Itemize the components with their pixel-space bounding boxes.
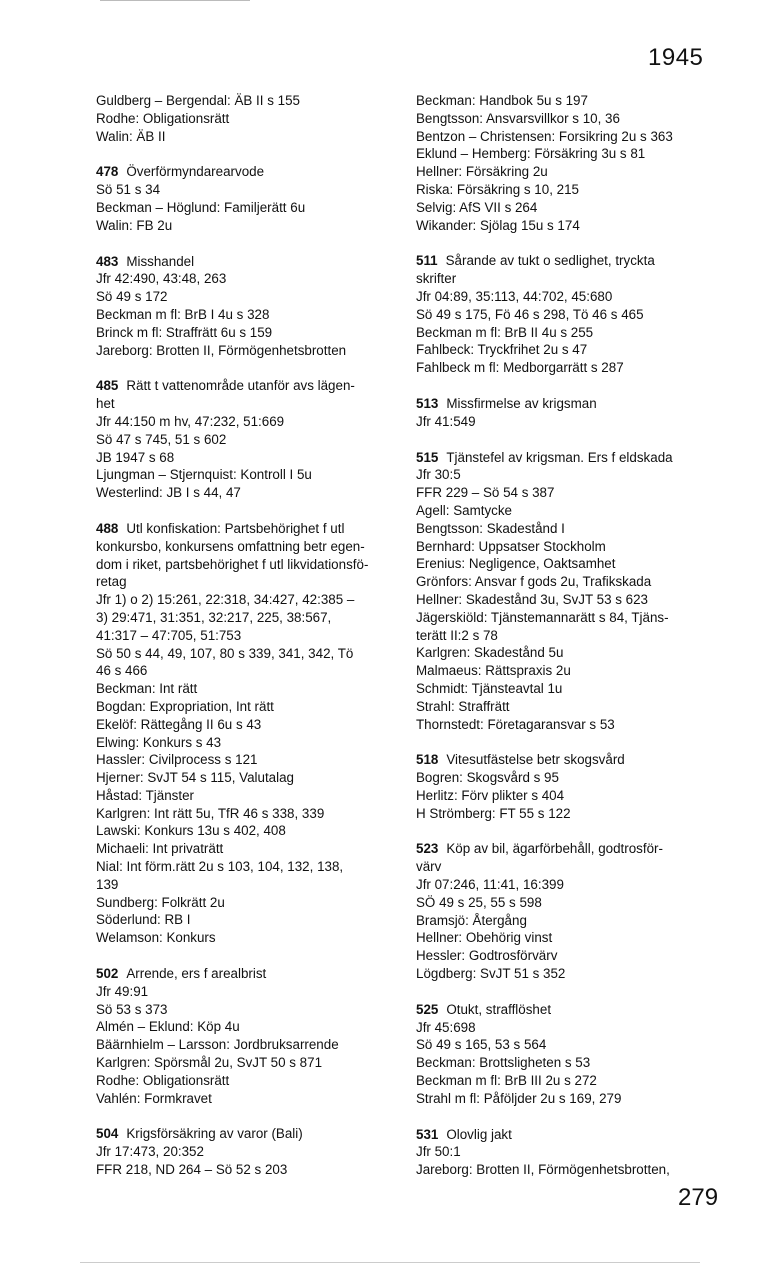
reference-line: 46 s 466 (96, 663, 148, 679)
reference-line: Bäärnhielm – Larsson: Jordbruksarrende (96, 1037, 339, 1053)
reference-line: Jfr 44:150 m hv, 47:232, 51:669 (96, 413, 285, 429)
entry-heading (416, 1126, 722, 1144)
entry-heading (96, 965, 396, 983)
index-entry (416, 840, 722, 982)
reference-line: Beckman: Brottsligheten s 53 (416, 1055, 591, 1071)
entry-number: 531 (416, 1126, 439, 1142)
entry-title: Arrende, ers f arealbrist (126, 966, 267, 982)
reference-line: het (96, 396, 115, 412)
reference-line: Jfr 17:473, 20:352 (96, 1144, 204, 1160)
reference-line: Bentzon – Christensen: Forsikring 2u s 363 (416, 128, 673, 144)
entry-title: Sårande av tukt o sedlighet, tryckta (445, 253, 655, 269)
left-column (96, 92, 396, 1197)
bottom-rule (80, 1262, 700, 1263)
reference-line: Grönfors: Ansvar f gods 2u, Trafikskada (416, 574, 652, 590)
index-entry (96, 377, 396, 502)
reference-line: Jareborg: Brotten II, Förmögenhetsbrotten, (416, 1162, 670, 1178)
entry-title: Krigsförsäkring av varor (Bali) (126, 1126, 303, 1142)
reference-line: Rodhe: Obligationsrätt (96, 110, 230, 126)
reference-line: Fahlbeck m fl: Medborgarrätt s 287 (416, 360, 624, 376)
reference-line: Jfr 49:91 (96, 983, 149, 999)
reference-line: skrifter (416, 271, 457, 287)
index-entry (416, 1001, 722, 1108)
reference-line: Beckman m fl: BrB II 4u s 255 (416, 324, 594, 340)
entry-number: 485 (96, 378, 119, 394)
reference-line: Karlgren: Spörsmål 2u, SvJT 50 s 871 (96, 1055, 323, 1071)
entry-heading (416, 751, 722, 769)
index-entry (416, 92, 722, 234)
top-rule (100, 0, 250, 1)
reference-line: 139 (96, 876, 119, 892)
reference-line: Riska: Försäkring s 10, 215 (416, 181, 579, 197)
entry-title: Köp av bil, ägarförbehåll, godtrosför- (446, 841, 663, 857)
right-column (416, 92, 722, 1197)
reference-line: Westerlind: JB I s 44, 47 (96, 485, 241, 501)
entry-heading (96, 163, 396, 181)
reference-line: Vahlén: Formkravet (96, 1090, 212, 1106)
reference-line: JB 1947 s 68 (96, 449, 175, 465)
reference-line: terätt II:2 s 78 (416, 627, 498, 643)
reference-line: Lawski: Konkurs 13u s 402, 408 (96, 823, 286, 839)
reference-line: Jfr 41:549 (416, 413, 476, 429)
page-year-header: 1945 (648, 44, 704, 71)
entry-title: Vitesutfästelse betr skogsvård (446, 752, 625, 768)
entry-title: Rätt t vattenområde utanför avs lägen- (126, 378, 355, 394)
entry-number: 518 (416, 752, 439, 768)
entry-heading (416, 1001, 722, 1019)
reference-line: dom i riket, partsbehörighet f utl likvidationsfö- (96, 556, 369, 572)
reference-line: H Strömberg: FT 55 s 122 (416, 805, 571, 821)
entry-number: 515 (416, 449, 439, 465)
reference-line: Bernhard: Uppsatser Stockholm (416, 538, 606, 554)
reference-line: Bengtsson: Skadestånd I (416, 520, 565, 536)
reference-line: Söderlund: RB I (96, 912, 191, 928)
reference-line: Michaeli: Int privaträtt (96, 841, 224, 857)
reference-line: Sö 51 s 34 (96, 182, 161, 198)
index-entry (96, 520, 396, 947)
reference-line: Beckman – Höglund: Familjerätt 6u (96, 199, 306, 215)
entry-number: 504 (96, 1126, 119, 1142)
reference-line: Sö 53 s 373 (96, 1001, 168, 1017)
entry-heading (96, 1125, 396, 1143)
reference-line: Hellner: Skadestånd 3u, SvJT 53 s 623 (416, 591, 648, 607)
reference-line: Jägerskiöld: Tjänstemannarätt s 84, Tjäns- (416, 609, 669, 625)
reference-line: Selvig: AfS VII s 264 (416, 199, 538, 215)
entry-title: Misshandel (126, 253, 195, 269)
entry-heading (96, 253, 396, 271)
reference-line: Jfr 42:490, 43:48, 263 (96, 271, 227, 287)
index-entry (416, 751, 722, 822)
reference-line: retag (96, 574, 127, 590)
index-entry (96, 965, 396, 1107)
entry-number: 523 (416, 841, 439, 857)
entry-heading (96, 377, 396, 395)
reference-line: Beckman: Handbok 5u s 197 (416, 93, 588, 108)
reference-line: Jfr 30:5 (416, 467, 461, 483)
reference-line: Karlgren: Int rätt 5u, TfR 46 s 338, 339 (96, 805, 325, 821)
entry-heading (416, 840, 722, 858)
entry-number: 502 (96, 966, 119, 982)
reference-line: Herlitz: Förv plikter s 404 (416, 787, 565, 803)
reference-line: Welamson: Konkurs (96, 930, 216, 946)
reference-line: Agell: Samtycke (416, 502, 513, 518)
entry-title: Tjänstefel av krigsman. Ers f eldskada (446, 449, 673, 465)
entry-title: Överförmyndarearvode (126, 164, 265, 180)
reference-line: Jfr 1) o 2) 15:261, 22:318, 34:427, 42:385 – (96, 592, 355, 608)
reference-line: 3) 29:471, 31:351, 32:217, 225, 38:567, (96, 609, 332, 625)
index-entry (416, 449, 722, 734)
reference-line: Thornstedt: Företagaransvar s 53 (416, 716, 615, 732)
index-entry (96, 1125, 396, 1178)
reference-line: Jfr 07:246, 11:41, 16:399 (416, 877, 564, 893)
entry-number: 511 (416, 253, 438, 269)
entry-number: 478 (96, 164, 119, 180)
entry-heading (416, 252, 722, 270)
page-number: 279 (678, 1184, 719, 1211)
entry-title: Otukt, strafflöshet (446, 1001, 552, 1017)
reference-line: 41:317 – 47:705, 51:753 (96, 627, 242, 643)
reference-line: Walin: ÄB II (96, 128, 166, 144)
reference-line: Jfr 50:1 (416, 1144, 461, 1160)
reference-line: Sö 50 s 44, 49, 107, 80 s 339, 341, 342, Tö (96, 645, 354, 661)
reference-line: Karlgren: Skadestånd 5u (416, 645, 564, 661)
reference-line: Hellner: Obehörig vinst (416, 930, 553, 946)
entry-heading (416, 449, 722, 467)
entry-title: Olovlig jakt (446, 1126, 512, 1142)
entry-number: 488 (96, 520, 119, 536)
reference-line: Sö 49 s 175, Fö 46 s 298, Tö 46 s 465 (416, 306, 644, 322)
reference-line: Lögdberg: SvJT 51 s 352 (416, 966, 566, 982)
reference-line: Beckman: Int rätt (96, 681, 198, 697)
entry-title: Utl konfiskation: Partsbehörighet f utl (126, 520, 345, 536)
reference-line: Brinck m fl: Straffrätt 6u s 159 (96, 324, 273, 340)
reference-line: Beckman m fl: BrB I 4u s 328 (96, 306, 270, 322)
reference-line: Almén – Eklund: Köp 4u (96, 1019, 240, 1035)
reference-line: Strahl: Straffrätt (416, 698, 510, 714)
reference-line: Malmaeus: Rättspraxis 2u (416, 663, 571, 679)
index-entry (416, 252, 722, 377)
reference-line: Erenius: Negligence, Oaktsamhet (416, 556, 616, 572)
entry-heading (96, 520, 396, 538)
reference-line: Bengtsson: Ansvarsvillkor s 10, 36 (416, 110, 620, 126)
reference-line: konkursbo, konkursens omfattning betr egen- (96, 538, 365, 554)
reference-line: Hassler: Civilprocess s 121 (96, 752, 258, 768)
index-entry (96, 253, 396, 360)
reference-line: Sö 47 s 745, 51 s 602 (96, 431, 227, 447)
reference-line: Rodhe: Obligationsrätt (96, 1072, 230, 1088)
index-entry (96, 163, 396, 234)
reference-line: Sundberg: Folkrätt 2u (96, 894, 225, 910)
entry-number: 525 (416, 1001, 439, 1017)
reference-line: Sö 49 s 165, 53 s 564 (416, 1037, 547, 1053)
reference-line: Guldberg – Bergendal: ÄB II s 155 (96, 93, 300, 108)
entry-heading (416, 395, 722, 413)
reference-line: Ljungman – Stjernquist: Kontroll I 5u (96, 467, 312, 483)
reference-line: Hjerner: SvJT 54 s 115, Valutalag (96, 770, 294, 786)
reference-line: Walin: FB 2u (96, 217, 173, 233)
reference-line: värv (416, 859, 442, 875)
reference-line: Bogdan: Expropriation, Int rätt (96, 698, 274, 714)
reference-line: Fahlbeck: Tryckfrihet 2u s 47 (416, 342, 588, 358)
reference-line: Beckman m fl: BrB III 2u s 272 (416, 1073, 597, 1089)
entry-title: Missfirmelse av krigsman (446, 395, 597, 411)
reference-line: Nial: Int förm.rätt 2u s 103, 104, 132, 138, (96, 859, 344, 875)
reference-line: SÖ 49 s 25, 55 s 598 (416, 894, 542, 910)
reference-line: Ekelöf: Rättegång II 6u s 43 (96, 716, 262, 732)
reference-line: Sö 49 s 172 (96, 289, 168, 305)
reference-line: Bramsjö: Återgång (416, 912, 527, 928)
reference-line: Strahl m fl: Påföljder 2u s 169, 279 (416, 1090, 622, 1106)
reference-line: Schmidt: Tjänsteavtal 1u (416, 680, 563, 696)
reference-line: Hellner: Försäkring 2u (416, 164, 548, 180)
entry-number: 483 (96, 253, 119, 269)
reference-line: Jfr 04:89, 35:113, 44:702, 45:680 (416, 288, 613, 304)
reference-line: Jareborg: Brotten II, Förmögenhetsbrotten (96, 342, 347, 358)
reference-line: FFR 218, ND 264 – Sö 52 s 203 (96, 1162, 288, 1178)
reference-line: Bogren: Skogsvård s 95 (416, 770, 559, 786)
reference-line: Eklund – Hemberg: Försäkring 3u s 81 (416, 146, 646, 162)
reference-line: Wikander: Sjölag 15u s 174 (416, 217, 580, 233)
index-entry (416, 1126, 722, 1179)
reference-line: Håstad: Tjänster (96, 787, 194, 803)
index-entry (96, 92, 396, 145)
reference-line: Elwing: Konkurs s 43 (96, 734, 222, 750)
reference-line: Hessler: Godtrosförvärv (416, 948, 558, 964)
reference-line: FFR 229 – Sö 54 s 387 (416, 485, 555, 501)
entry-number: 513 (416, 395, 439, 411)
index-entry (416, 395, 722, 431)
reference-line: Jfr 45:698 (416, 1019, 476, 1035)
